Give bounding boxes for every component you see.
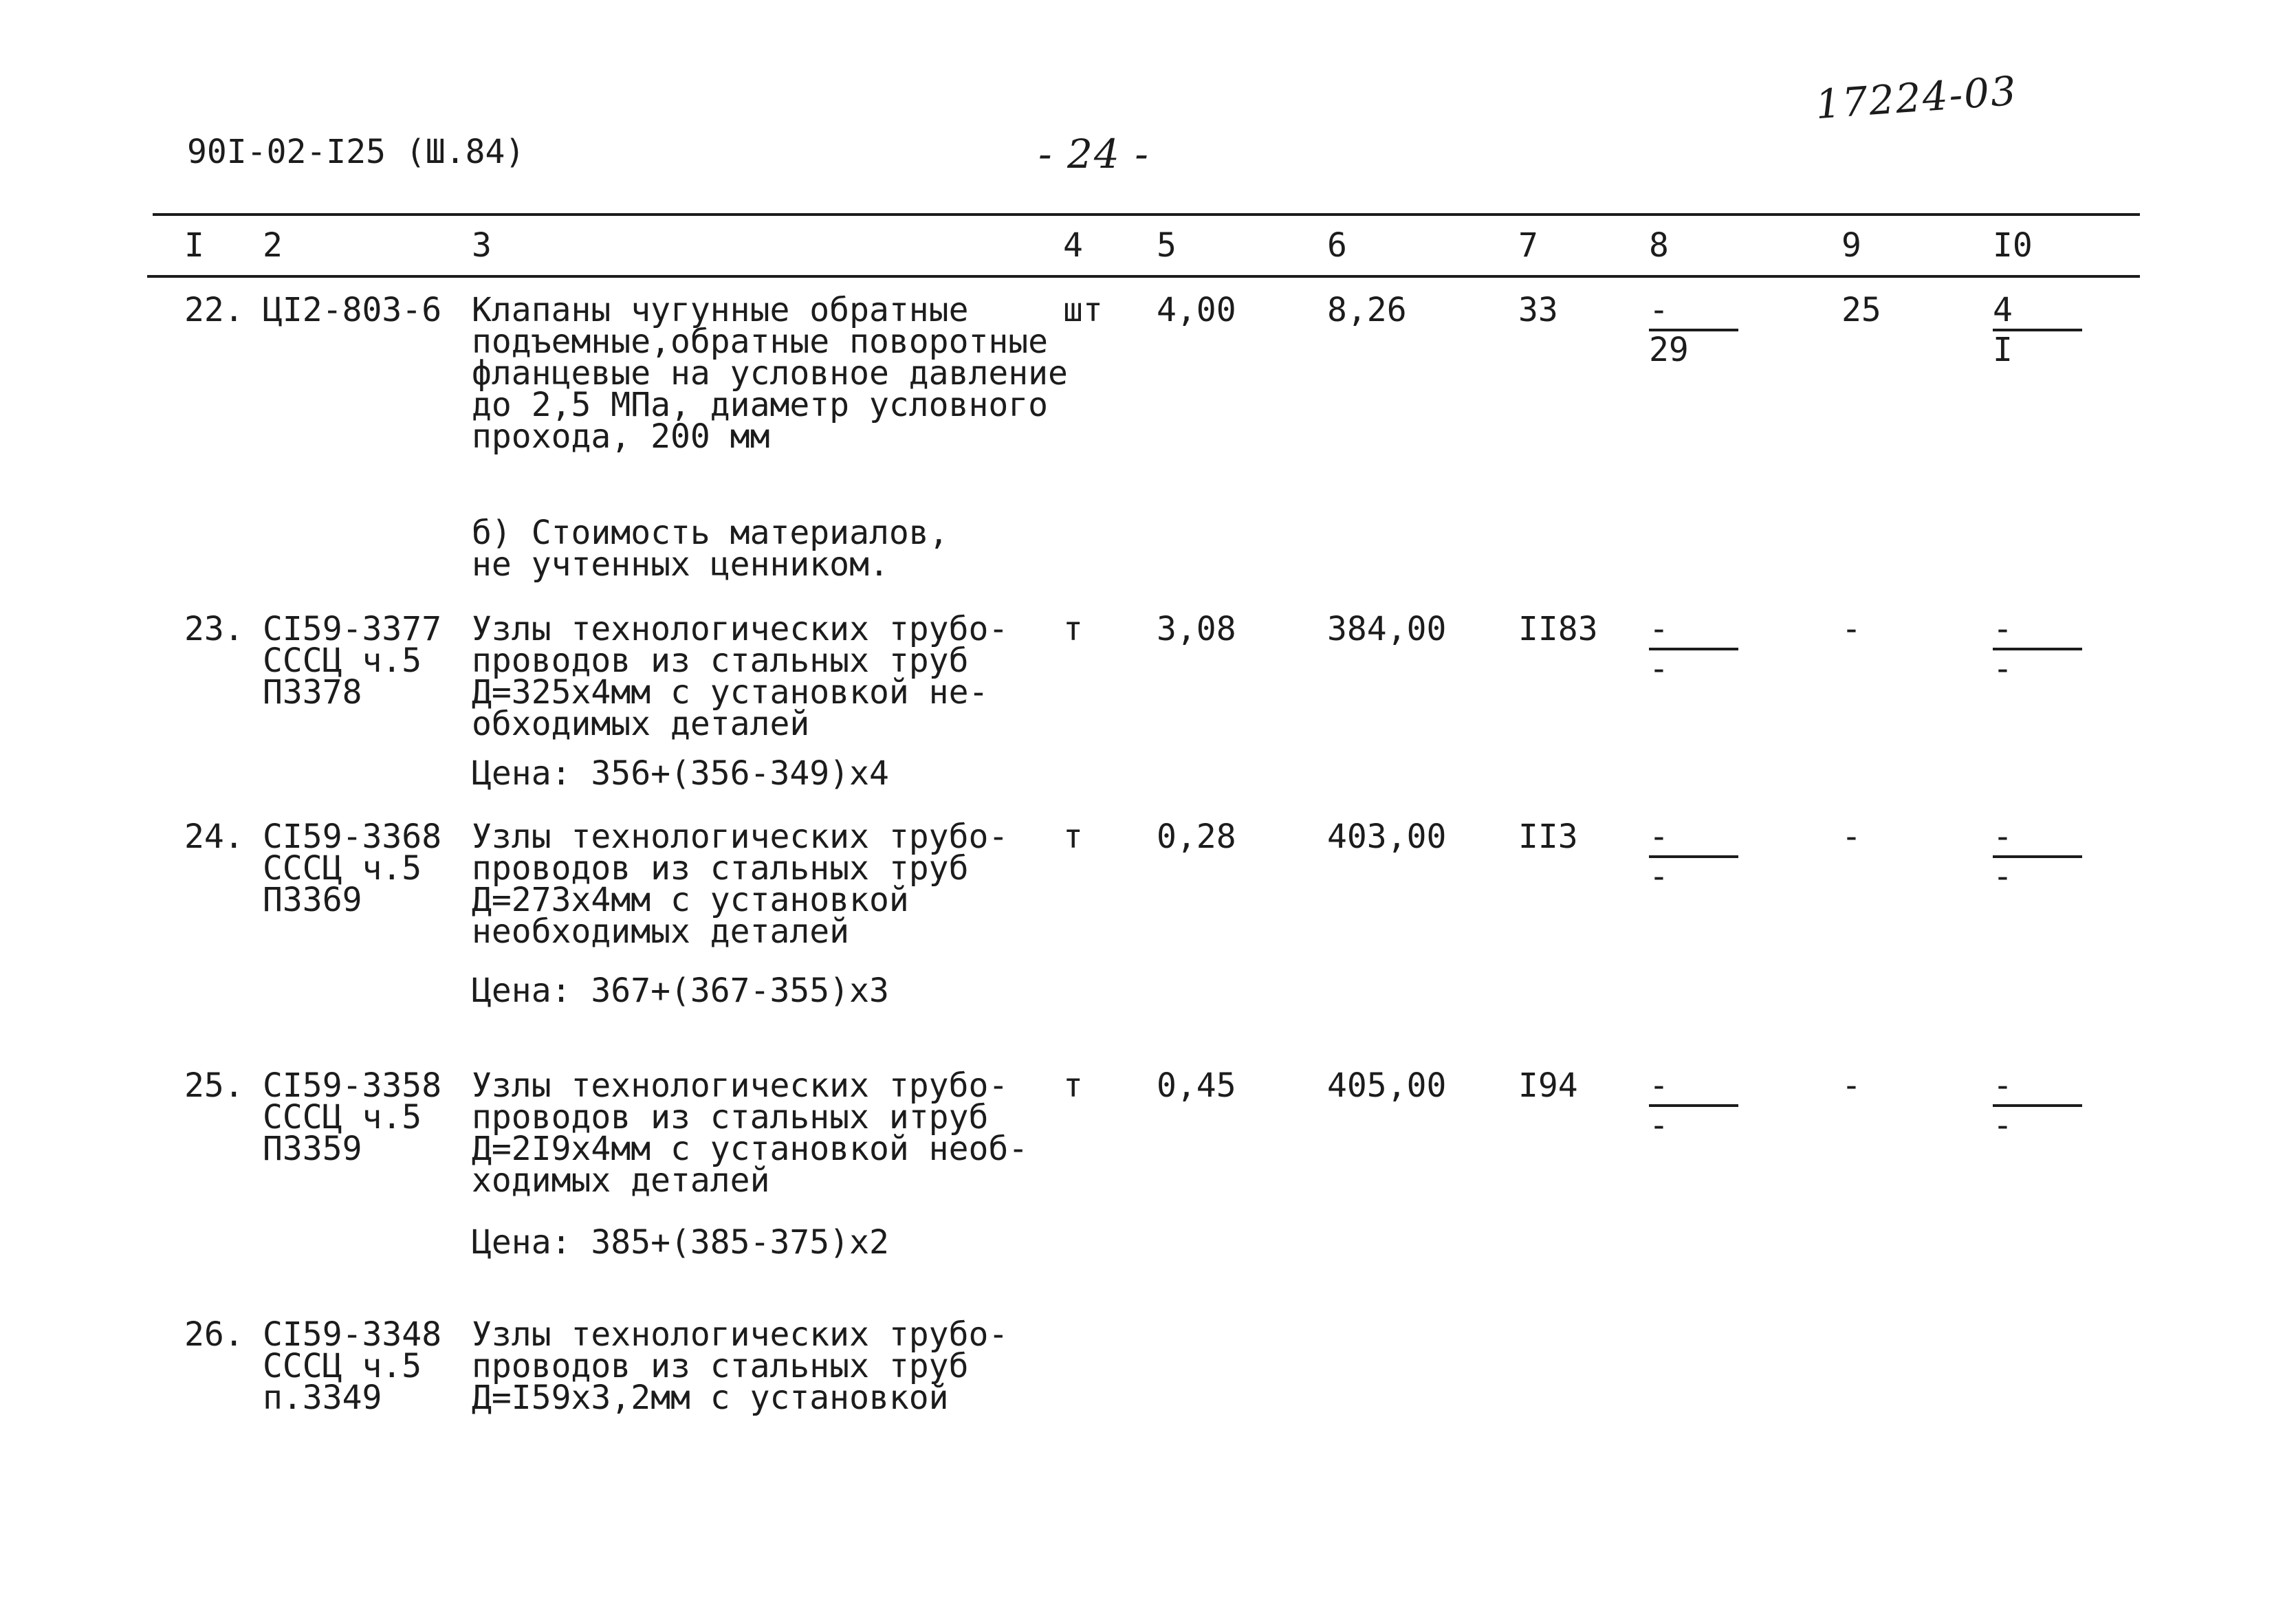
row-price: 405,00 (1327, 1066, 1447, 1105)
fraction-numerator: - (1649, 1070, 1738, 1107)
column-header: 7 (1518, 226, 1538, 265)
table-top-rule (153, 213, 2140, 216)
price-formula: Цена: 385+(385-375)х2 (472, 1223, 889, 1262)
row-col8-fraction (1649, 610, 1738, 688)
row-price: 403,00 (1327, 818, 1447, 856)
fraction-denominator: - (1993, 650, 2013, 688)
row-col9: - (1841, 818, 1861, 856)
column-header: 9 (1841, 226, 1861, 265)
row-unit: т (1063, 818, 1083, 856)
row-col10-fraction (1993, 610, 2082, 688)
column-header: 5 (1157, 226, 1177, 265)
row-quantity: 0,45 (1157, 1066, 1236, 1105)
fraction-denominator: - (1649, 650, 1669, 688)
row-total: II3 (1518, 818, 1578, 856)
price-formula: Цена: 367+(367-355)х3 (472, 972, 889, 1010)
row-total: I94 (1518, 1066, 1578, 1105)
column-header: 8 (1649, 226, 1669, 265)
document-code: 90I-02-I25 (Ш.84) (187, 133, 525, 171)
row-col8-fraction (1649, 291, 1738, 369)
row-description: Клапаны чугунные обратные подъемные,обратные поворотные фланцевые на условное давление до 2,5 МПа, диаметр условного прохода, 200 мм (472, 291, 1068, 456)
row-code: CI59-3377 СССЦ ч.5 П3378 (263, 610, 442, 712)
row-description: Узлы технологических трубо- проводов из стальных итруб Д=2I9х4мм с установкой необ- ходимых деталей (472, 1066, 1029, 1200)
row-price: 8,26 (1327, 291, 1407, 329)
fraction-numerator: - (1649, 294, 1738, 331)
row-code: CI59-3368 СССЦ ч.5 П3369 (263, 818, 442, 919)
row-quantity: 3,08 (1157, 610, 1236, 648)
row-quantity: 0,28 (1157, 818, 1236, 856)
column-header: 4 (1063, 226, 1083, 265)
fraction-numerator: - (1993, 821, 2082, 858)
fraction-numerator: - (1993, 1070, 2082, 1107)
section-note: б) Стоимость материалов, не учтенных ценником. (472, 514, 949, 584)
fraction-denominator: - (1649, 857, 1669, 896)
row-total: 33 (1518, 291, 1558, 329)
page-number: - 24 - (1038, 131, 1150, 177)
table-header-rule (147, 275, 2140, 278)
fraction-denominator: - (1993, 1106, 2013, 1145)
row-description: Узлы технологических трубо- проводов из стальных труб Д=I59х3,2мм с установкой (472, 1315, 1009, 1417)
row-col8-fraction (1649, 818, 1738, 896)
fraction-numerator: 4 (1993, 294, 2082, 331)
row-quantity: 4,00 (1157, 291, 1236, 329)
row-description: Узлы технологических трубо- проводов из стальных труб Д=273х4мм с установкой необходимых деталей (472, 818, 1009, 951)
fraction-denominator: - (1993, 857, 2013, 896)
row-unit: т (1063, 610, 1083, 648)
row-col9: - (1841, 610, 1861, 648)
row-unit: т (1063, 1066, 1083, 1105)
row-number: 26. (184, 1315, 244, 1354)
column-header: 6 (1327, 226, 1347, 265)
row-number: 22. (184, 291, 244, 329)
row-number: 24. (184, 818, 244, 856)
archive-number: 17224-03 (1813, 67, 2019, 129)
fraction-denominator: 29 (1649, 331, 1689, 369)
row-code: CI59-3358 СССЦ ч.5 П3359 (263, 1066, 442, 1168)
row-code: ЦI2-803-6 (263, 291, 442, 329)
column-header: I (184, 226, 204, 265)
price-formula: Цена: 356+(356-349)х4 (472, 754, 889, 793)
row-col9: 25 (1841, 291, 1881, 329)
row-col9: - (1841, 1066, 1861, 1105)
fraction-numerator: - (1649, 613, 1738, 650)
row-code: CI59-3348 СССЦ ч.5 п.3349 (263, 1315, 442, 1417)
row-description: Узлы технологических трубо- проводов из стальных труб Д=325х4мм с установкой не- обходимых деталей (472, 610, 1009, 743)
row-col10-fraction (1993, 1066, 2082, 1145)
row-unit: шт (1063, 291, 1103, 329)
row-col10-fraction (1993, 291, 2082, 369)
row-price: 384,00 (1327, 610, 1447, 648)
row-col10-fraction (1993, 818, 2082, 896)
row-number: 23. (184, 610, 244, 648)
row-total: II83 (1518, 610, 1598, 648)
column-header: 2 (263, 226, 283, 265)
row-col8-fraction (1649, 1066, 1738, 1145)
fraction-numerator: - (1649, 821, 1738, 858)
fraction-denominator: I (1993, 331, 2013, 369)
fraction-denominator: - (1649, 1106, 1669, 1145)
column-header: I0 (1993, 226, 2033, 265)
fraction-numerator: - (1993, 613, 2082, 650)
row-number: 25. (184, 1066, 244, 1105)
column-header: 3 (472, 226, 492, 265)
